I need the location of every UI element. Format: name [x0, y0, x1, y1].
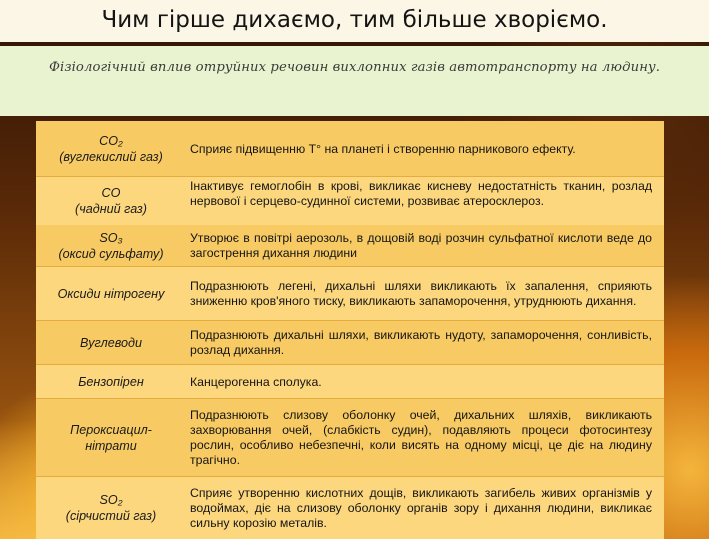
- table-row: [36, 477, 664, 539]
- effect-text: Подразнюють легені, дихальні шляхи викликають їх запалення, сприяють зниженню кров'яного тиску, викликають запаморочення, утруднюють дихання.: [190, 279, 652, 308]
- table-row: [36, 321, 664, 365]
- effect-cell: [190, 121, 652, 177]
- substance-cell: [36, 177, 186, 225]
- page-title: Чим гірше дихаємо, тим більше хворіємо.: [0, 0, 709, 42]
- page-subtitle: Фізіологічний вплив отруйних речовин вихлопних газів автотранспорту на людину.: [48, 60, 661, 75]
- effect-text: Подразнюють дихальні шляхи, викликають нудоту, запаморочення, сонливість, розлад дихання.: [190, 328, 652, 357]
- substance-name: (сірчистий газ): [65, 509, 157, 523]
- substance-cell: [36, 399, 186, 477]
- substance-cell: [36, 365, 186, 399]
- substance-name: Вуглеводи: [80, 336, 142, 350]
- substance-name: Бензопірен: [78, 375, 144, 389]
- table-row: [36, 267, 664, 321]
- effect-text: Сприяє підвищенню T° на планеті і створенню парникового ефекту.: [190, 141, 576, 156]
- effect-cell: [190, 267, 652, 321]
- substance-cell: [36, 321, 186, 365]
- effect-text: Інактивує гемоглобін в крові, викликає кисневу недостатність тканин, розлад нервової і серцево-судинної системи, розвиває атеросклероз.: [190, 179, 652, 208]
- substance-name: Пероксиацил-: [70, 423, 152, 437]
- effect-cell: [190, 399, 652, 477]
- substance-cell: [36, 477, 186, 539]
- effect-cell: [190, 321, 652, 365]
- effect-text: Сприяє утворенню кислотних дощів, викликають загибель живих організмів у водоймах, діє на слизову оболонку органів зору і дихання людини, викликає сильну корозію металів.: [190, 485, 652, 530]
- effect-cell: [190, 225, 652, 267]
- substance-formula: SO₃: [99, 231, 123, 245]
- substance-name: Оксиди нітрогену: [57, 287, 165, 301]
- effect-text: Утворює в повітрі аерозоль, в дощовій воді розчин сульфатної кислоти веде до загострення дихання людини: [190, 231, 652, 260]
- table-row: [36, 121, 664, 177]
- effect-text: Канцерогенна сполука.: [190, 374, 322, 389]
- substance-cell: [36, 121, 186, 177]
- substance-formula: CO: [101, 186, 121, 200]
- substance-name-cont: нітрати: [85, 439, 137, 453]
- substance-cell: [36, 225, 186, 267]
- effect-cell: [190, 177, 652, 225]
- fire-glow: [0, 420, 40, 539]
- effects-table: [36, 121, 664, 539]
- subtitle-panel: [0, 46, 709, 116]
- substance-formula: CO₂: [99, 134, 123, 148]
- substance-name: (вуглекислий газ): [59, 150, 163, 164]
- table-row: [36, 399, 664, 477]
- substance-cell: [36, 267, 186, 321]
- substance-name: (чадний газ): [75, 202, 147, 216]
- table-row: [36, 365, 664, 399]
- substance-formula: SO₂: [99, 493, 123, 507]
- table-row: [36, 225, 664, 267]
- effect-cell: [190, 365, 652, 399]
- effect-text: Подразнюють слизову оболонку очей, дихальних шляхів, викликають захворювання очей, (слабкість судин), подавляють процеси фотосинтезу рослин, особливо небезпечні, коли висять на одному місці, це діє на людину трагічно.: [190, 408, 652, 467]
- effect-cell: [190, 477, 652, 539]
- table-row: [36, 177, 664, 225]
- substance-name: (оксид сульфату): [58, 247, 164, 261]
